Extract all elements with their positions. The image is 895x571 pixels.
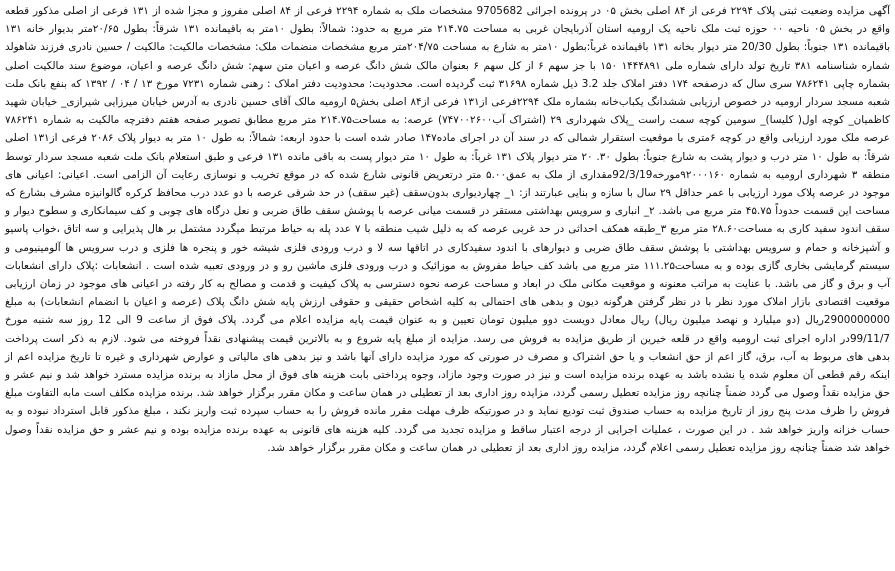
auction-notice-text: آگهی مزایده وضعیت ثبتی پلاک ۲۲۹۴ فرعی از ۸۴ اصلی بخش ۰۵ در پرونده اجرائی 9705682 مشخصات ملک به شماره ۲۲۹۴ فرعی از ۸۴ اصلی مفروز و مجزا شده از ۱۳۱ فرعی از اصلی مذکور قطعه واقع در بخش ۰۵ ناحیه ۰۰ حوزه ثبت ملک ناحیه یک ارومیه استان آذربایجان غربی به مساحت ۲۱۴.۷۵ متر مربع به حدود: شمالاً: بطول ۱۰متر به باقیمانده ۱۳۱ شرقاً: بطول ۲۰/۶۵متر بدیوار خانه ۱۳۱ باقیمانده ۱۳۱ جنوباً: بطول 20/30 متر دیوار بخانه ۱۳۱ باقیمانده غرباً:بطول ۱۰متر به شارع به مساحت ۲۰۴/۷۵متر مربع مشخصات منضمات ملک: مشخصات مالکیت: مالکیت / حسین نادری فرزند شاهولد شماره شناسنامه ۳۸۱ تاریخ تولد دارای شماره ملی ۱۴۴۴۸۹۱ ۱۵۰ با جز سهم ۶ از کل سهم ۶ بعنوان مالک شش دانگ عرصه و اعیان متن سهم: شش دانگ عرصه و اعیان، موضوع سند مالکیت اصلی بشماره چاپی ۷۸۶۲۴۱ سری سال که درصفحه ۱۷۴ دفتر املاک جلد 3.2 ذیل شماره ۳۱۶۹۸ ثبت گردیده است. محدودیت: محدودیت دفتر املاک : رهنی شماره ۷۲۳۱ مورخ ۱۳ / ۰۴ / ۱۳۹۲ که بنفع بانک ملت شعبه مسجد سردار ارومیه در خصوص ارزیابی ششدانگ یکباب‌خانه بشماره ملک ۲۲۹۴فرعی از۱۳۱ فرعی از۸۴ اصلی بخش۵ ارومیه مالک آقای حسین نادری به آدرس خیابان میرزایی شیرازی_ خیابان شهید کاظمیان_ کوچه اول( کلیسا)_ سومین کوچه سمت راست _پلاک شهرداری ۲۹ (اشتراک آب۷۴۷۰۰۲۶۰۰) عرصه: به مساحت۲۱۴.۷۵ متر مربع مطابق تصویر صفحه هفتم دفترچه مالکیت به شماره ۷۸۶۲۴۱ عرصه ملک مورد ارزیابی واقع در کوچه ۶متری با موقعیت استقرار شمالی که در سند آن در اجرای ماده۱۴۷ صادر شده است با حدود اربعه: شمالاً: به طول ۱۰ متر به دیوار پلاک ۲۰۸۶ فرعی از۱۳۱ اصلی شرقاً: به طول ۱۰ متر درب و دیوار پشت به شارع جنوباً: بطول ۳۰. ۲۰ متر دیوار پلاک ۱۳۱ غرباً: به طول ۱۰ متر دیوار پست به باقی مانده ۱۳۱ فرعی و طبق استعلام بانک ملت شعبه مسجد سردار توسط منطقه ۳ شهرداری ارومیه به شماره ۹۲۰۰۰۱۶۰مورخه92/3/19مقداری از ملک به عمق۵.۰۰ متر درتعریض قانونی شارع شده که در موقع تخریب و نوسازی رعایت آن الزامی است. اعیانی: اعیانی های موجود در عرصه پلاک مورد ارزیابی با عمر حداقل ۲۹ سال با سازه و بنایی عبارتند از: ۱_ چهاردیواری بدون‌سقف (غیر سقف) در حد شرقی عرصه با دو عدد درب محافظ کرکره گالوانیزه مشرف بشارع که مساحت این قسمت حدوداً ۴۵.۷۵ متر مربع می باشد. ۲_ انباری و سرویس بهداشتی مستقر در قسمت میانی عرصه با پوشش سقف طاق ضربی و نعل درگاه های چوبی و کف سیمانکاری و سطوح دیوار و سقف اندود سفید کاری به مساحت۲۸.۶۰ متر مربع ۳_طبقه همکف احداثی در حد غربی عرصه که به دلیل شیب منطقه با ۷ عدد پله به حیاط مرتبط میگردد مشتمل بر هال پذیرایی و سه اتاق ،خواب پاسیو و آشپزخانه و حمام و سرویس بهداشتی با پوشش سقف طاق ضربی و دیوارهای با اندود سفیدکاری در اتاقها سه لا و درب ورودی فلزی شیشه خور و پنجره ها فلزی و درب سرویس ها آلومینیومی و سیستم گرمایشی بخاری گازی بوده و به مساحت۱۱۱.۲۵ متر مربع می باشد کف حیاط مفروش به موزائیک و درب ورودی فلزی ماشین رو و در ورودی تعبیه شده است . انشعابات :پلاک دارای انشعابات آب و برق و گاز می باشد. با عنایت به مراتب معنونه و موقعیت مکانی ملک در ابعاد و مساحت عرصه نحوه دسترسی به پلاک کیفیت و قدمت و مصالح به کار رفته در اعیانی های موجود در زمان ارزیابی موقعیت اقتصادی بازار املاک مورد نظر با در نظر گرفتن هرگونه دیون و بدهی های احتمالی به کلیه اشخاص حقیقی و حقوقی ارزش پایه شش دانگ پلاک (عرصه و اعیان با انضمام انشعابات) به مبلغ 2900000000ریال (دو میلیارد و نهصد میلیون ریال) ریال معادل دویست دوو میلیون تومان تعیین و به عنوان قیمت پایه مزایده اعلام می گردد. پلاک فوق از ساعت 9 الی 12 روز سه شنبه مورخ 99/11/7در اداره اجرای ثبت ارومیه واقع در قلعه خیرین از طریق مزایده به فروش می رسد. مزایده از مبلغ پایه شروع و به بالاترین قیمت پیشنهادی نقداً فروخته می شود. لازم به ذکر است پرداخت بدهی های مربوط به آب، برق، گاز اعم از حق انشعاب و یا حق اشتراک و مصرف در صورتی که مورد مزایده دارای آنها باشد و نیز بدهی های مالیاتی و عوارض شهرداری و غیره تا تاریخ مزایده اعم از اینکه رقم قطعی آن معلوم شده یا نشده باشد به عهده برنده مزایده است و نیز در صورت وجود مازاد، وجوه پرداختی بابت هزینه های فوق از محل مازاد به برنده مزایده مسترد خواهد شد و نیم عشر و حق مزایده نقداً وصول می گردد ضمناً چنانچه روز مزایده تعطیل رسمی گردد، مزایده روز اداری بعد از تعطیلی در همان ساعت و مکان مقرر برگزار خواهد شد. برنده مزایده مکلف است مابه التفاوت مبلغ فروش را ظرف مدت پنج روز از تاریخ مزایده به حساب صندوق ثبت تودیع نماید و در صورتیکه ظرف مهلت مقرر مانده فروش را به حساب سپرده ثبت واریز نکند ، مبلغ مذکور قابل استرداد نبوده و به حساب خزانه واریز خواهد شد . در این صورت ، عملیات اجرایی از درجه اعتبار ساقط و مزایده تجدید می گردد. کلیه هزینه های قانونی به عهده برنده مزایده بوده و نیم عشر و حق مزایده نقداً وصول خواهد شد ضمناً چنانچه روز مزایده تعطیل رسمی اعلام گردد، مزایده روز اداری بعد از تعطیلی در همان ساعت و مکان مقرر برگزار خواهد شد. [5,5,891,454]
